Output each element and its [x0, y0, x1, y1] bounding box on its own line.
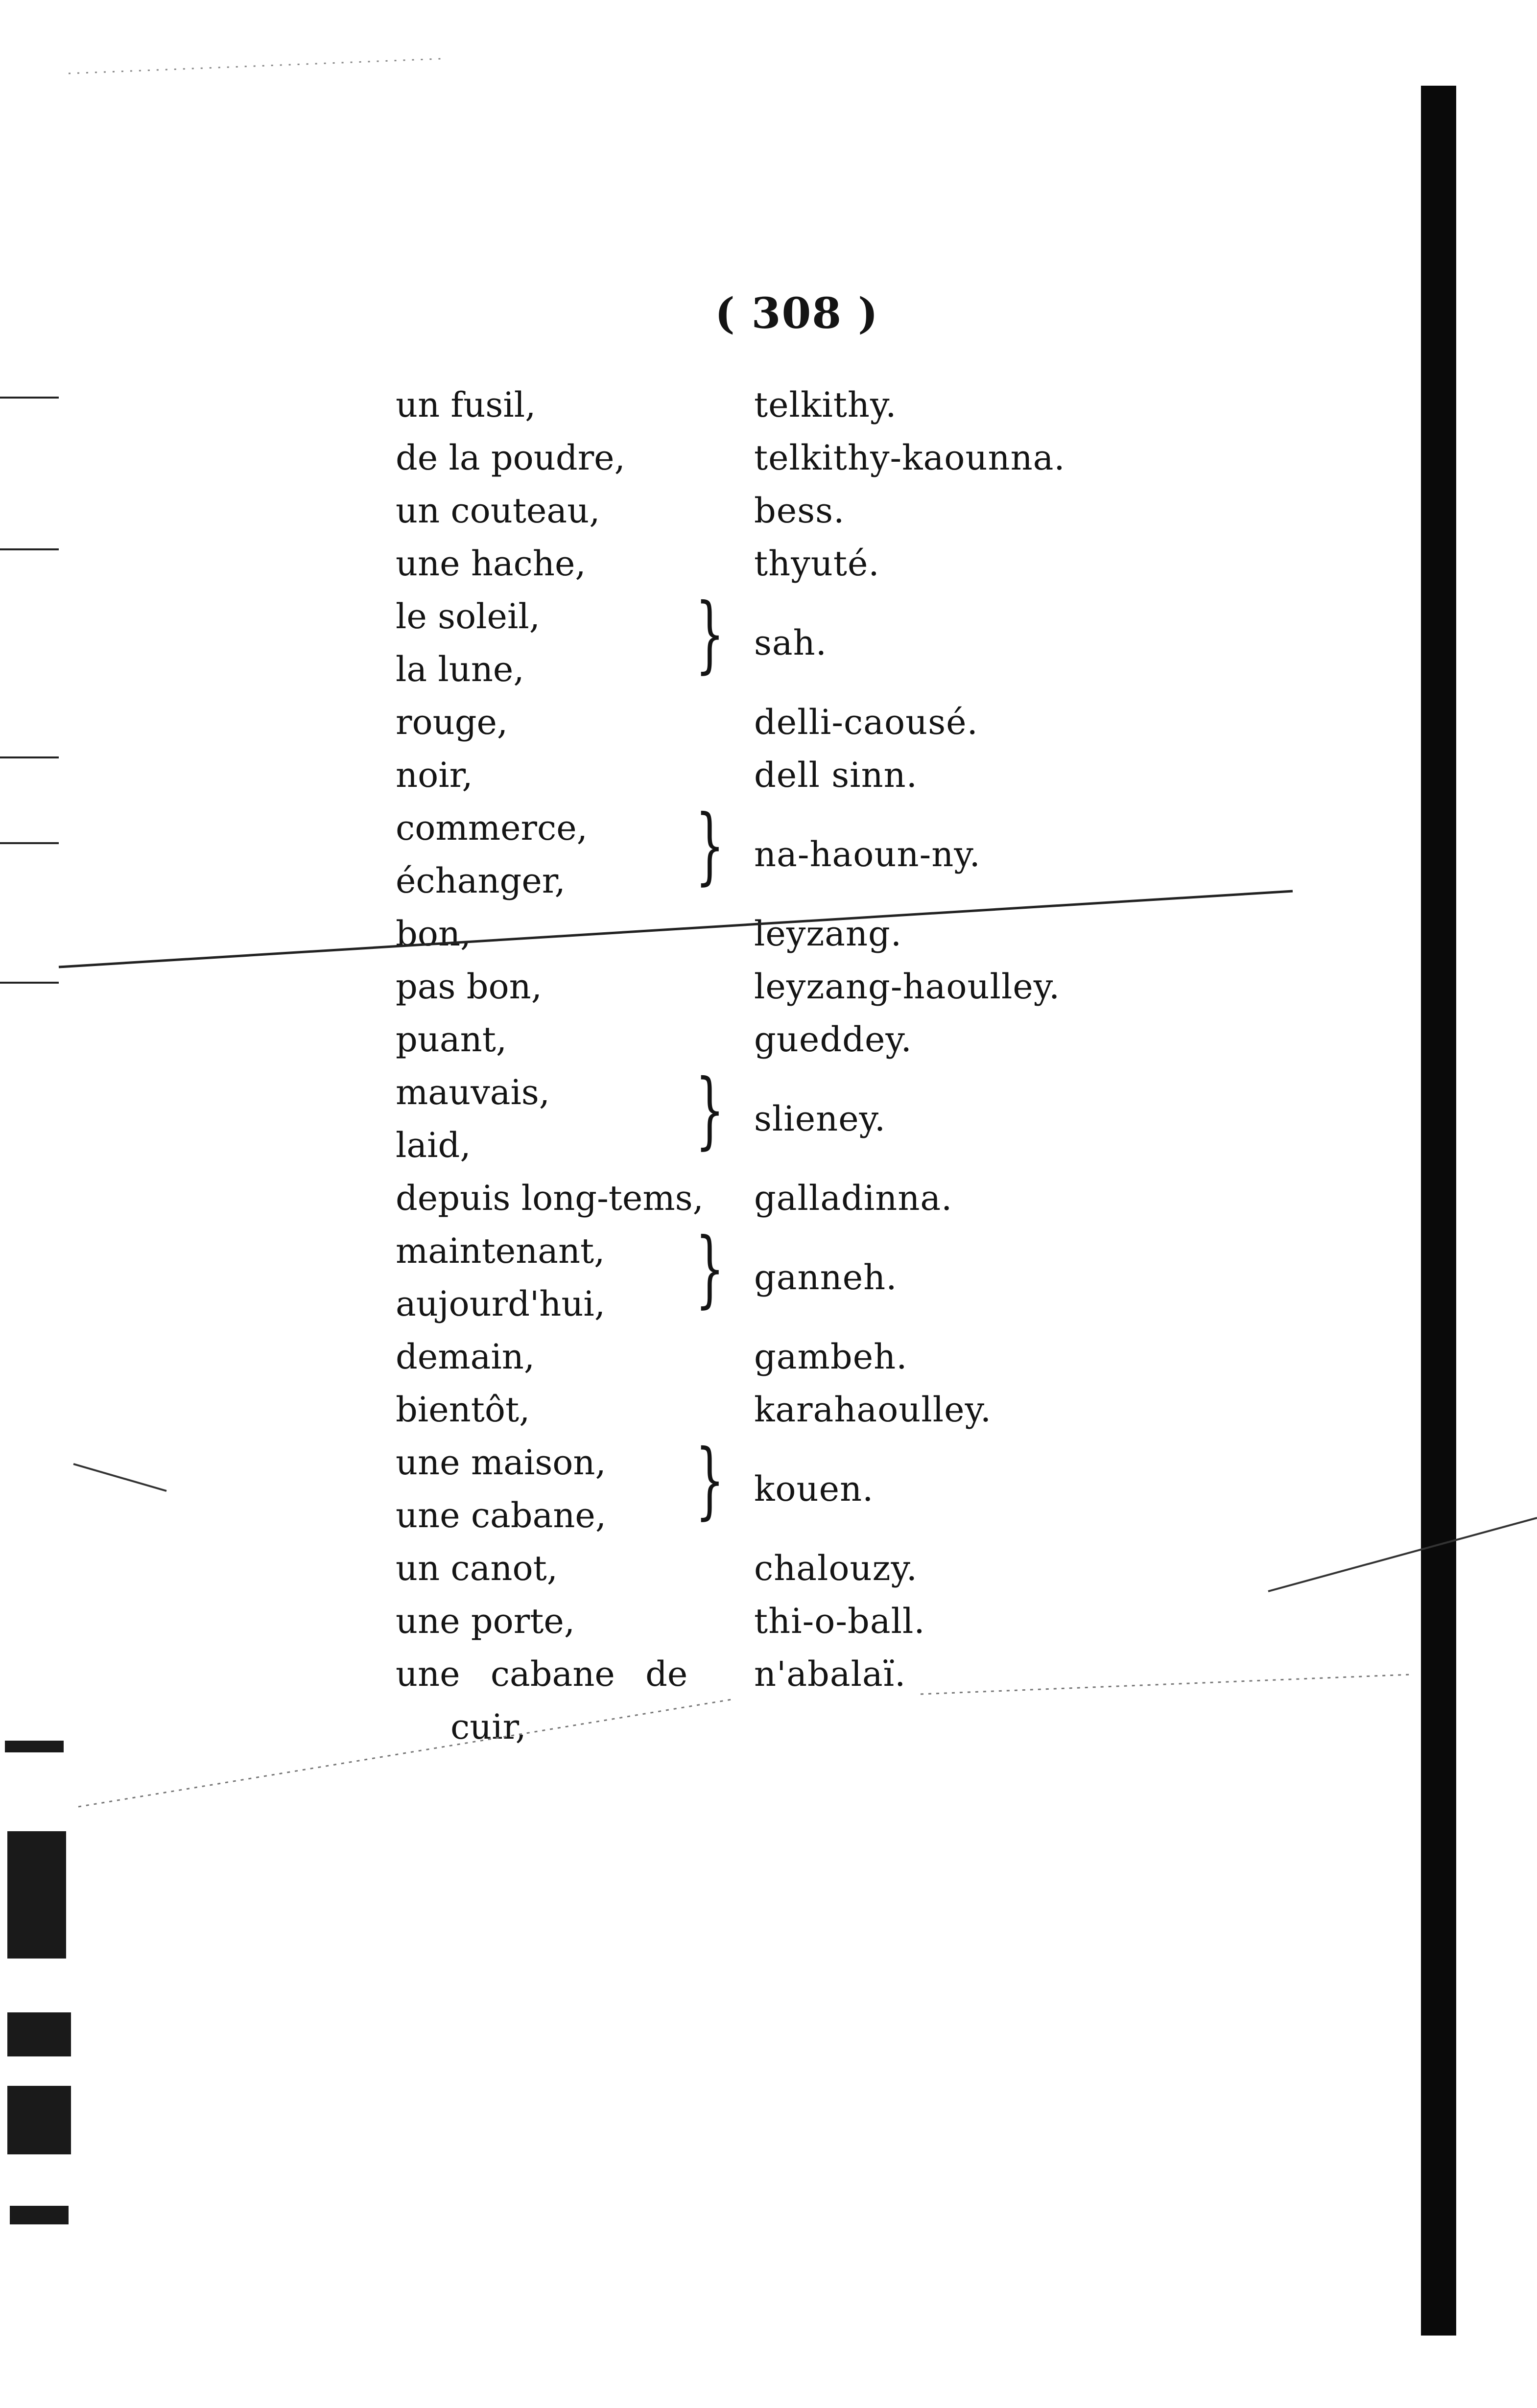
native-term: gambeh. — [754, 1337, 908, 1377]
french-term: bientôt, — [396, 1390, 530, 1430]
native-term: n'abalaï. — [754, 1654, 906, 1694]
french-term: bon, — [396, 914, 472, 954]
native-term: telkithy. — [754, 385, 897, 425]
french-term: la lune, — [396, 649, 524, 689]
native-term: dell sinn. — [754, 755, 918, 795]
brace-icon: } — [695, 797, 725, 894]
native-term: thi-o-ball. — [754, 1601, 925, 1641]
french-term: maintenant, — [396, 1231, 605, 1271]
native-term: karahaoulley. — [754, 1390, 992, 1430]
page-number: ( 308 ) — [715, 289, 879, 338]
french-term: de la poudre, — [396, 438, 625, 478]
native-term: bess. — [754, 491, 845, 531]
native-term: galladinna. — [754, 1178, 953, 1218]
french-term: depuis long-tems, — [396, 1178, 704, 1218]
native-term: gueddey. — [754, 1019, 912, 1060]
french-term: aujourd'hui, — [396, 1284, 606, 1324]
brace-icon: } — [695, 1062, 725, 1158]
french-term: puant, — [396, 1019, 507, 1060]
french-term: une hache, — [396, 543, 586, 584]
native-term: ganneh. — [754, 1257, 898, 1298]
french-term: une cabane de — [396, 1654, 688, 1694]
french-term: un couteau, — [396, 491, 600, 531]
french-term: laid, — [396, 1125, 471, 1165]
native-term: leyzang. — [754, 914, 902, 954]
french-term: noir, — [396, 755, 473, 795]
native-term: chalouzy. — [754, 1548, 918, 1588]
native-term: slieney. — [754, 1099, 886, 1139]
native-term: thyuté. — [754, 543, 880, 584]
french-term: commerce, — [396, 808, 588, 848]
french-term: échanger, — [396, 861, 566, 901]
brace-icon: } — [695, 1432, 725, 1529]
brace-icon: } — [695, 1220, 725, 1317]
french-term: une porte, — [396, 1601, 575, 1641]
french-term: le soleil, — [396, 596, 540, 637]
native-term: na-haoun-ny. — [754, 834, 981, 874]
french-term: pas bon, — [396, 967, 543, 1007]
french-term: rouge, — [396, 702, 508, 742]
native-term: delli-caousé. — [754, 702, 978, 742]
french-term: mauvais, — [396, 1072, 550, 1112]
french-term: une maison, — [396, 1442, 606, 1483]
french-term: une cabane, — [396, 1495, 607, 1535]
french-term: demain, — [396, 1337, 535, 1377]
native-term: telkithy-kaounna. — [754, 438, 1065, 478]
native-term: kouen. — [754, 1469, 874, 1509]
french-term: un fusil, — [396, 385, 536, 425]
native-term: leyzang-haoulley. — [754, 967, 1061, 1007]
native-term: sah. — [754, 623, 827, 663]
french-term: cuir, — [450, 1707, 526, 1747]
brace-icon: } — [695, 586, 725, 683]
french-term: un canot, — [396, 1548, 558, 1588]
